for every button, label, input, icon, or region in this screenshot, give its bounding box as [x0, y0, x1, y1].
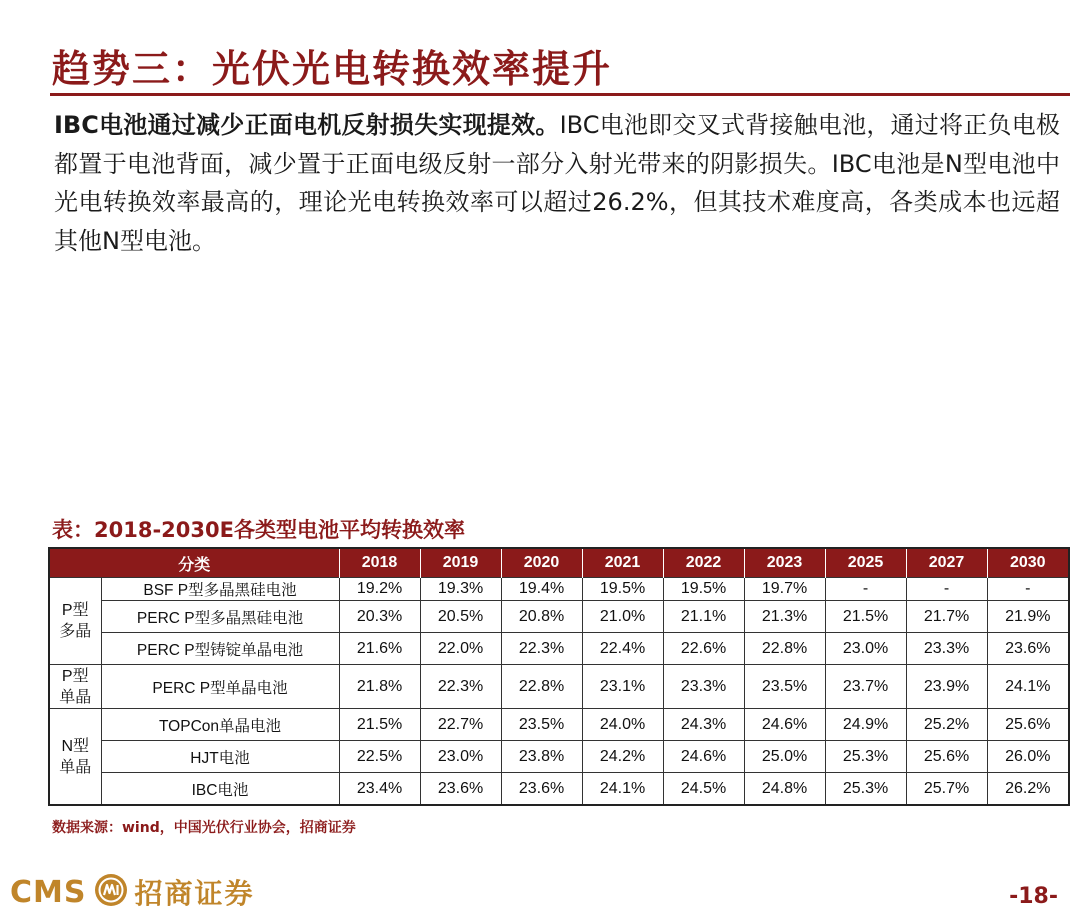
cell-value: 20.8%	[501, 601, 582, 633]
cell-value: 20.3%	[339, 601, 420, 633]
cell-value: 26.2%	[987, 773, 1069, 806]
cell-value: 24.3%	[663, 709, 744, 741]
cell-value: 19.2%	[339, 578, 420, 601]
efficiency-table	[48, 547, 1070, 806]
cell-value: 22.8%	[501, 665, 582, 709]
cell-value: 25.3%	[825, 773, 906, 806]
cell-value: 24.2%	[582, 741, 663, 773]
cell-value: 25.7%	[906, 773, 987, 806]
cell-value: 22.4%	[582, 633, 663, 665]
cell-value: 24.5%	[663, 773, 744, 806]
cell-value: 20.5%	[420, 601, 501, 633]
header-year: 2027	[906, 548, 987, 578]
cell-value: 19.5%	[582, 578, 663, 601]
cell-value: 25.2%	[906, 709, 987, 741]
table-row	[49, 665, 1069, 709]
body-paragraph	[54, 106, 1060, 260]
group-label-p-multi: P型 多晶	[49, 578, 101, 665]
cell-value: 25.0%	[744, 741, 825, 773]
cell-type-name: BSF P型多晶黑硅电池	[101, 578, 339, 601]
page-number: -18-	[1009, 884, 1058, 909]
cell-value: 25.6%	[906, 741, 987, 773]
cell-value: 23.0%	[825, 633, 906, 665]
cell-type-name: PERC P型多晶黑硅电池	[101, 601, 339, 633]
cell-type-name: PERC P型单晶电池	[101, 665, 339, 709]
cell-value: 23.5%	[501, 709, 582, 741]
cell-value: 22.6%	[663, 633, 744, 665]
cell-value: 21.3%	[744, 601, 825, 633]
cell-value: 21.7%	[906, 601, 987, 633]
title-divider	[50, 93, 1070, 96]
cell-value: 21.0%	[582, 601, 663, 633]
cell-value: 23.3%	[663, 665, 744, 709]
cell-value: -	[825, 578, 906, 601]
cell-value: 24.1%	[987, 665, 1069, 709]
cell-value: 21.8%	[339, 665, 420, 709]
cell-value: 19.3%	[420, 578, 501, 601]
cell-type-name: IBC电池	[101, 773, 339, 806]
cms-logo	[10, 872, 255, 912]
table-header-row	[49, 548, 1069, 578]
header-year: 2025	[825, 548, 906, 578]
table-row	[49, 633, 1069, 665]
page-title: 趋势三：光伏光电转换效率提升	[52, 46, 613, 91]
data-source-note: 数据来源：wind，中国光伏行业协会，招商证券	[52, 820, 356, 836]
header-category: 分类	[49, 548, 339, 578]
cell-value: 22.5%	[339, 741, 420, 773]
cell-value: 23.1%	[582, 665, 663, 709]
cell-value: 22.0%	[420, 633, 501, 665]
logo-emblem-icon	[94, 873, 128, 911]
cell-value: 25.6%	[987, 709, 1069, 741]
cell-value: 24.9%	[825, 709, 906, 741]
header-year: 2023	[744, 548, 825, 578]
header-year: 2021	[582, 548, 663, 578]
table-row	[49, 741, 1069, 773]
cell-value: 22.8%	[744, 633, 825, 665]
cell-value: 23.0%	[420, 741, 501, 773]
cell-value: 24.6%	[744, 709, 825, 741]
table-caption: 表：2018-2030E各类型电池平均转换效率	[52, 518, 465, 542]
cell-value: 19.4%	[501, 578, 582, 601]
cell-value: 25.3%	[825, 741, 906, 773]
cell-value: 23.7%	[825, 665, 906, 709]
cell-value: 24.0%	[582, 709, 663, 741]
cell-type-name: PERC P型铸锭单晶电池	[101, 633, 339, 665]
header-year: 2019	[420, 548, 501, 578]
cell-value: 23.8%	[501, 741, 582, 773]
brand-cn-text: 招商证券	[134, 877, 255, 910]
cell-value: 22.7%	[420, 709, 501, 741]
cell-value: -	[906, 578, 987, 601]
table-row	[49, 773, 1069, 806]
cell-value: 24.1%	[582, 773, 663, 806]
header-year: 2020	[501, 548, 582, 578]
cell-value: 21.6%	[339, 633, 420, 665]
cell-value: 21.5%	[339, 709, 420, 741]
brand-en-text: CMS	[10, 874, 87, 910]
cell-value: 23.6%	[420, 773, 501, 806]
table-row	[49, 709, 1069, 741]
cell-value: 23.9%	[906, 665, 987, 709]
body-rest-text: IBC电池即交叉式背接触电池，通过将正负电极都置于电池背面，减少置于正面电级反射一部分入射光带来的阴影损失。IBC电池是N型电池中光电转换效率最高的，理论光电转换效率可以超过26.2%，但其技术难度高，各类成本也远超其他N型电池。	[54, 111, 1060, 255]
cell-value: 23.5%	[744, 665, 825, 709]
cell-value: 23.4%	[339, 773, 420, 806]
cell-type-name: HJT电池	[101, 741, 339, 773]
body-lead-sentence: IBC电池通过减少正面电机反射损失实现提效。	[54, 111, 560, 139]
cell-value: -	[987, 578, 1069, 601]
cell-value: 23.6%	[987, 633, 1069, 665]
cell-value: 21.5%	[825, 601, 906, 633]
table-row	[49, 601, 1069, 633]
cell-value: 23.3%	[906, 633, 987, 665]
cell-value: 26.0%	[987, 741, 1069, 773]
group-label-n-mono: N型 单晶	[49, 709, 101, 806]
cell-value: 21.9%	[987, 601, 1069, 633]
cell-value: 21.1%	[663, 601, 744, 633]
cell-type-name: TOPCon单晶电池	[101, 709, 339, 741]
cell-value: 23.6%	[501, 773, 582, 806]
cell-value: 22.3%	[420, 665, 501, 709]
cell-value: 24.6%	[663, 741, 744, 773]
cell-value: 19.5%	[663, 578, 744, 601]
cell-value: 19.7%	[744, 578, 825, 601]
header-year: 2030	[987, 548, 1069, 578]
table-row	[49, 578, 1069, 601]
header-year: 2022	[663, 548, 744, 578]
cell-value: 22.3%	[501, 633, 582, 665]
group-label-p-mono: P型 单晶	[49, 665, 101, 709]
header-year: 2018	[339, 548, 420, 578]
cell-value: 24.8%	[744, 773, 825, 806]
